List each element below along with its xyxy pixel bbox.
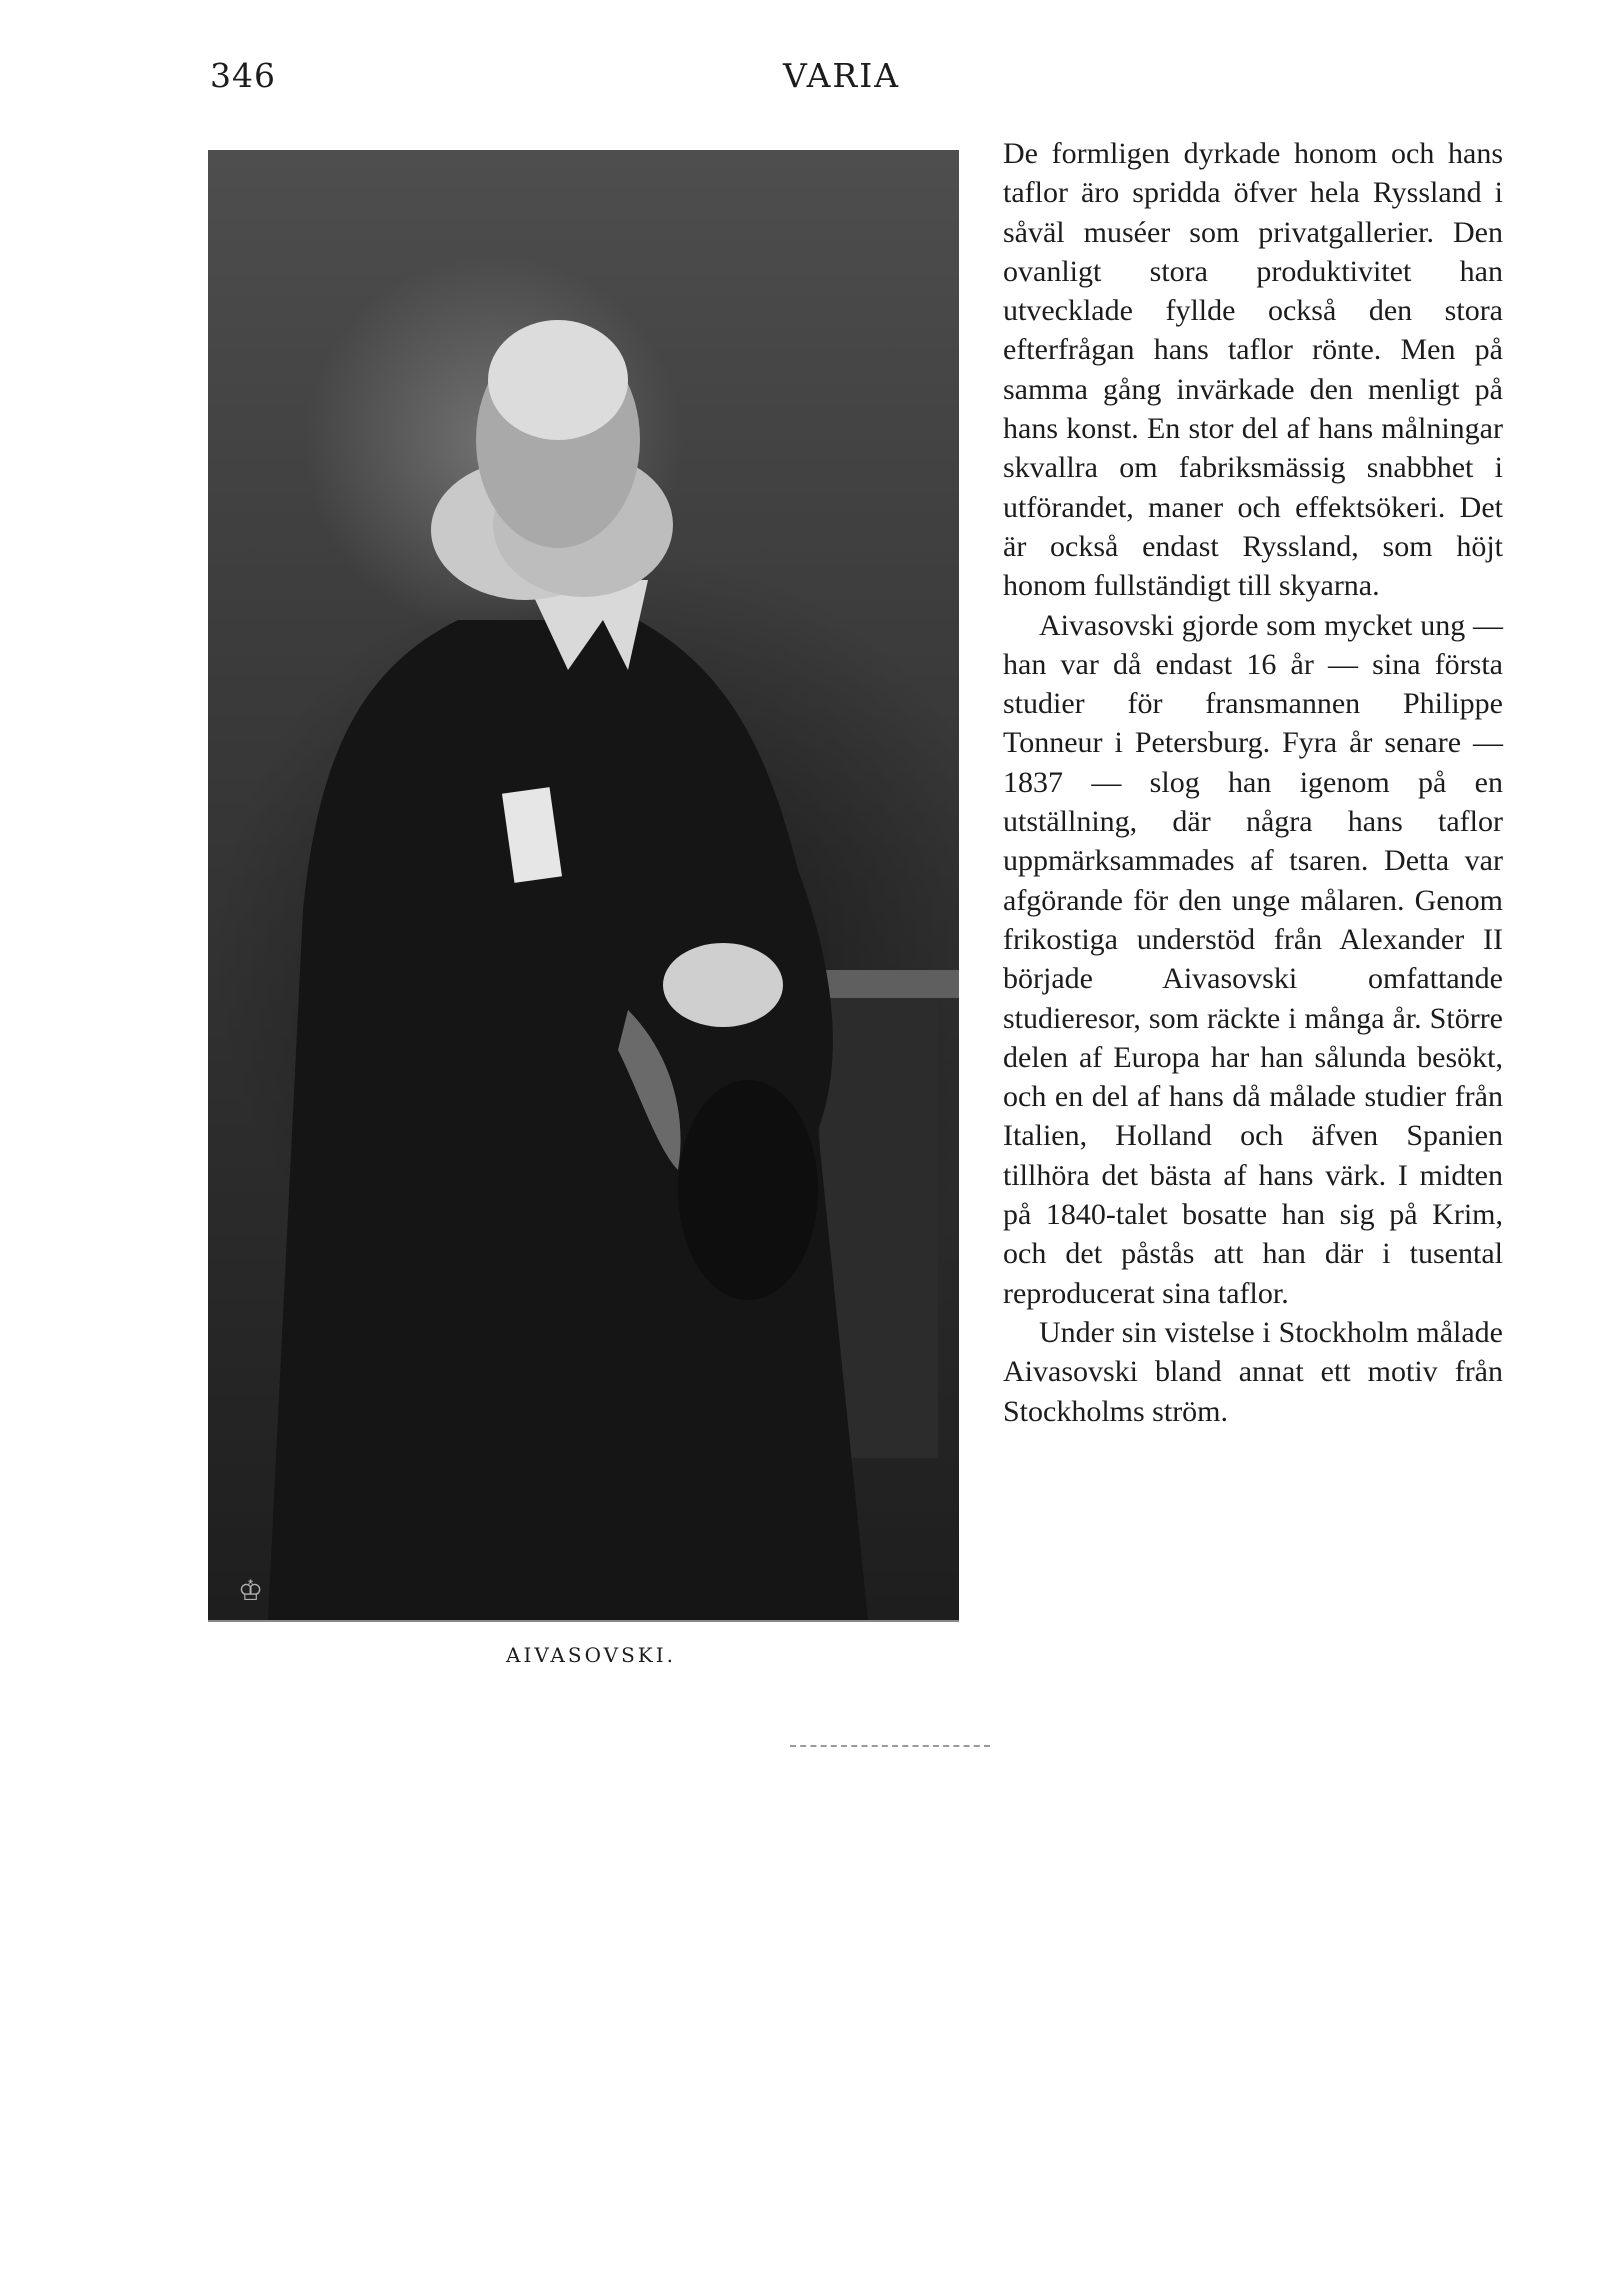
page-number: 346: [210, 56, 276, 95]
article-body: [1003, 134, 1503, 1431]
paragraph-3: Under sin vistelse i Stockholm målade Aivasovski bland annat ett motiv från Stockholms ström.: [1003, 1315, 1503, 1428]
figure-caption: AIVASOVSKI.: [506, 1643, 676, 1667]
paragraph-1: De formligen dyrkade honom och hans taflor äro spridda öfver hela Ryssland i såväl muséer som privatgallerier. Den ovanligt stora produktivitet han utvecklade fyllde också den stora efterfrågan hans taflor rönte. Men på samma gång invärkade den menligt på hans konst. En stor del af hans målningar skvallra om fabriksmässig snabbhet i utförandet, maner och effektsökeri. Det är också endast Ryssland, som höjt honom fullständigt till skyarna.: [1003, 137, 1503, 603]
portrait-photograph: [208, 150, 959, 1622]
svg-text:♔: ♔: [238, 1574, 264, 1607]
portrait-illustration: [208, 150, 959, 1620]
paragraph-2: Aivasovski gjorde som mycket ung — han var då endast 16 år — sina första studier för fransmannen Philippe Tonneur i Petersburg. Fyra år senare — 1837 — slog han igenom på en utställning, där några hans taflor uppmärksammades af tsaren. Detta var afgörande för den unge målaren. Genom frikostiga understöd från Alexander II började Aivasovski omfattande studieresor, som räckte i många år. Större delen af Europa har han sålunda besökt, och en del af hans då målade studier från Italien, Holland och äfven Spanien tillhöra det bästa af hans värk. I midten på 1840-talet bosatte han sig på Krim, och det påstås att han där i tusental reproducerat sina taflor.: [1003, 608, 1503, 1310]
running-title: VARIA: [783, 56, 901, 95]
section-divider: [790, 1745, 990, 1747]
